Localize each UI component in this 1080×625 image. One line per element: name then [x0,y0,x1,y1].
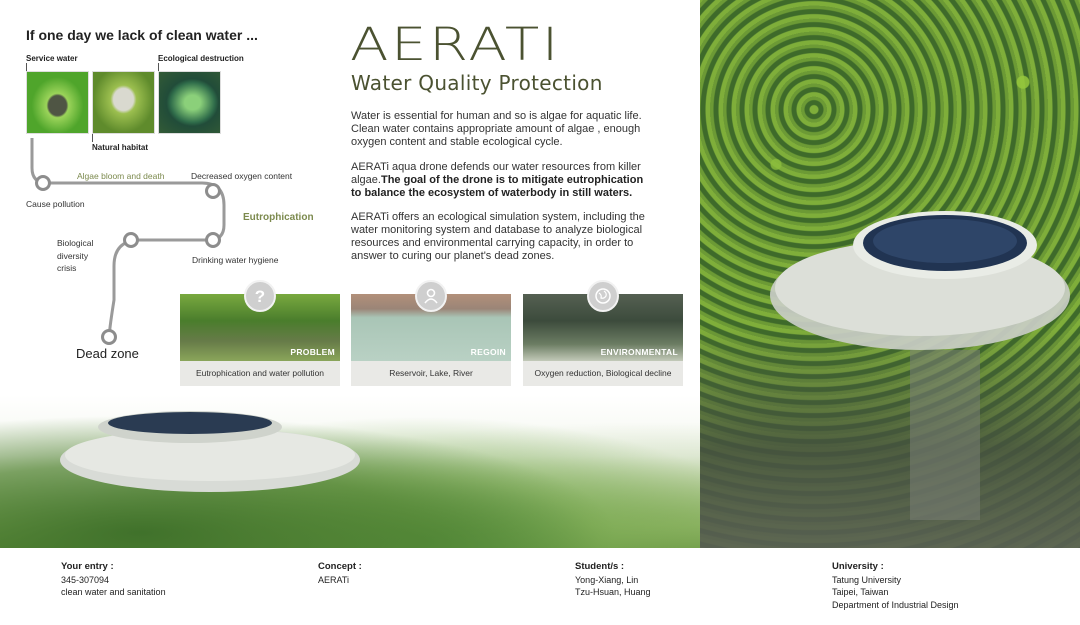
node-drinking-water [207,234,220,247]
problem-caption: Eutrophication and water pollution [195,368,325,378]
natural-habitat-label: Natural habitat [92,143,149,152]
aerati-drone-right-illustration [770,200,1080,530]
goal-paragraph: AERATi aqua drone defends our water resources from killer algae.The goal of the drone is to mitigate eutrophication to balance the ecosystem of waterbody in still waters. [351,161,644,199]
question-icon [244,280,276,312]
ecological-destruction-label: Ecological destruction [158,54,244,63]
brand-logo: AERATI [350,18,561,71]
svg-text:?: ? [254,287,266,305]
university-info: University : Tatung University Taipei, Taiwan Department of Industrial Design [832,561,959,610]
node-dead-zone [103,331,116,344]
region-tag: REGOIN [470,347,506,357]
region-card [351,294,511,386]
environmental-caption: Oxygen reduction, Biological decline [534,368,672,378]
node-biological-diversity [125,234,138,247]
dead-zone-label: Dead zone [76,346,139,361]
students-info: Student/s : Yong-Xiang, Lin Tzu-Hsuan, Huang [575,561,651,597]
environmental-tag: ENVIRONMENTAL [600,347,678,357]
drinking-water-label: Drinking water hygiene [192,255,279,265]
globe-icon [587,280,619,312]
service-water-label: Service water [26,54,78,63]
problem-heading: If one day we lack of clean water ... [26,27,258,43]
aerati-drone-left-illustration [60,405,400,515]
intro-paragraph: Water is essential for human and so is algae for aquatic life. Clean water contains appropriate amount of algae , enough oxygen content and stable ecological cycle. [351,110,642,148]
concept-info: Concept : AERATi [318,561,362,585]
region-caption: Reservoir, Lake, River [389,368,473,378]
environmental-card [523,294,683,386]
system-paragraph: AERATi offers an ecological simulation system, including the water monitoring system and database to analyze biological resources and environmental carrying capacity, in order to answer to curing our planet's dead zones. [351,211,645,262]
problem-tag: PROBLEM [290,347,335,357]
page-subtitle: Water Quality Protection [351,71,603,95]
person-icon [415,280,447,312]
biological-diversity-label: Biological diversity crisis [57,238,94,273]
entry-footer [0,548,1080,625]
cause-pollution-label: Cause pollution [26,199,85,209]
decreased-oxygen-label: Decreased oxygen content [191,171,293,181]
node-decreased-oxygen [207,185,220,198]
node-cause-pollution [37,177,50,190]
problem-card [180,287,340,386]
algae-bloom-label: Algae bloom and death [77,171,165,181]
eutrophication-label: Eutrophication [243,212,314,223]
entry-info: Your entry : 345-307094 clean water and sanitation [61,561,166,597]
